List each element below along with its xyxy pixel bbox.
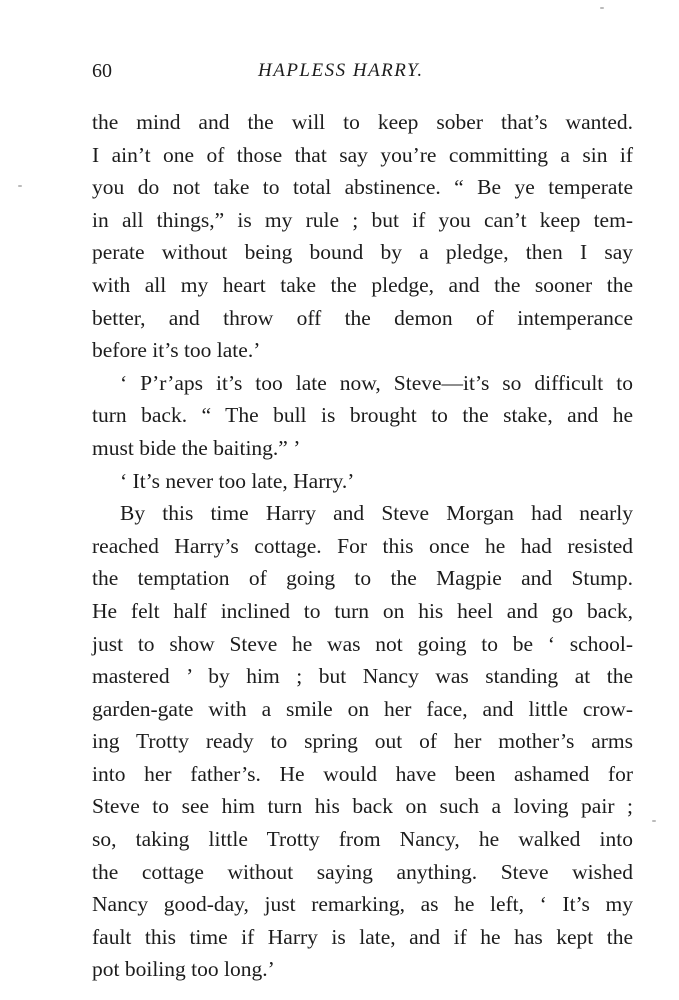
text-line: Nancy good-day, just remarking, as he left, ‘ It’s my <box>92 892 633 917</box>
text-line: the temptation of going to the Magpie and Stump. <box>92 566 633 591</box>
body-text <box>92 106 633 986</box>
text-line: with all my heart take the pledge, and the sooner the <box>92 272 633 297</box>
text-line: you do not take to total abstinence. “ Be ye temperate <box>92 175 633 200</box>
text-line: garden-gate with a smile on her face, and little crow- <box>92 696 633 721</box>
text-line: ‘ It’s never too late, Harry.’ <box>120 468 355 493</box>
print-speck <box>600 7 604 9</box>
text-line: fault this time if Harry is late, and if he has kept the <box>92 924 633 949</box>
text-line: ‘ P’r’aps it’s too late now, Steve—it’s so difficult to <box>120 370 633 395</box>
text-line: By this time Harry and Steve Morgan had nearly <box>120 501 633 526</box>
text-line: better, and throw off the demon of intemperance <box>92 305 633 330</box>
text-line: mastered ’ by him ; but Nancy was standing at the <box>92 664 633 689</box>
text-line: turn back. “ The bull is brought to the stake, and he <box>92 403 633 428</box>
print-speck <box>18 185 22 187</box>
running-title: HAPLESS HARRY. <box>258 60 424 81</box>
page-number: 60 <box>92 60 112 82</box>
text-line: before it’s too late.’ <box>92 338 261 363</box>
text-line: so, taking little Trotty from Nancy, he walked into <box>92 827 633 852</box>
page-header <box>92 60 633 92</box>
text-line: He felt half inclined to turn on his heel and go back, <box>92 598 633 623</box>
text-line: pot boiling too long.’ <box>92 957 275 982</box>
print-speck <box>652 820 656 822</box>
text-line: must bide the baiting.” ’ <box>92 435 301 460</box>
text-line: I ain’t one of those that say you’re committing a sin if <box>92 142 633 167</box>
text-line: into her father’s. He would have been ashamed for <box>92 761 633 786</box>
text-line: ing Trotty ready to spring out of her mother’s arms <box>92 729 633 754</box>
text-line: just to show Steve he was not going to be ‘ school- <box>92 631 633 656</box>
text-line: Steve to see him turn his back on such a loving pair ; <box>92 794 633 819</box>
text-line: perate without being bound by a pledge, then I say <box>92 240 633 265</box>
text-line: the mind and the will to keep sober that’s wanted. <box>92 110 633 134</box>
text-line: the cottage without saying anything. Steve wished <box>92 859 633 884</box>
text-line: in all things,” is my rule ; but if you can’t keep tem- <box>92 207 633 232</box>
text-line: reached Harry’s cottage. For this once he had resisted <box>92 533 633 558</box>
